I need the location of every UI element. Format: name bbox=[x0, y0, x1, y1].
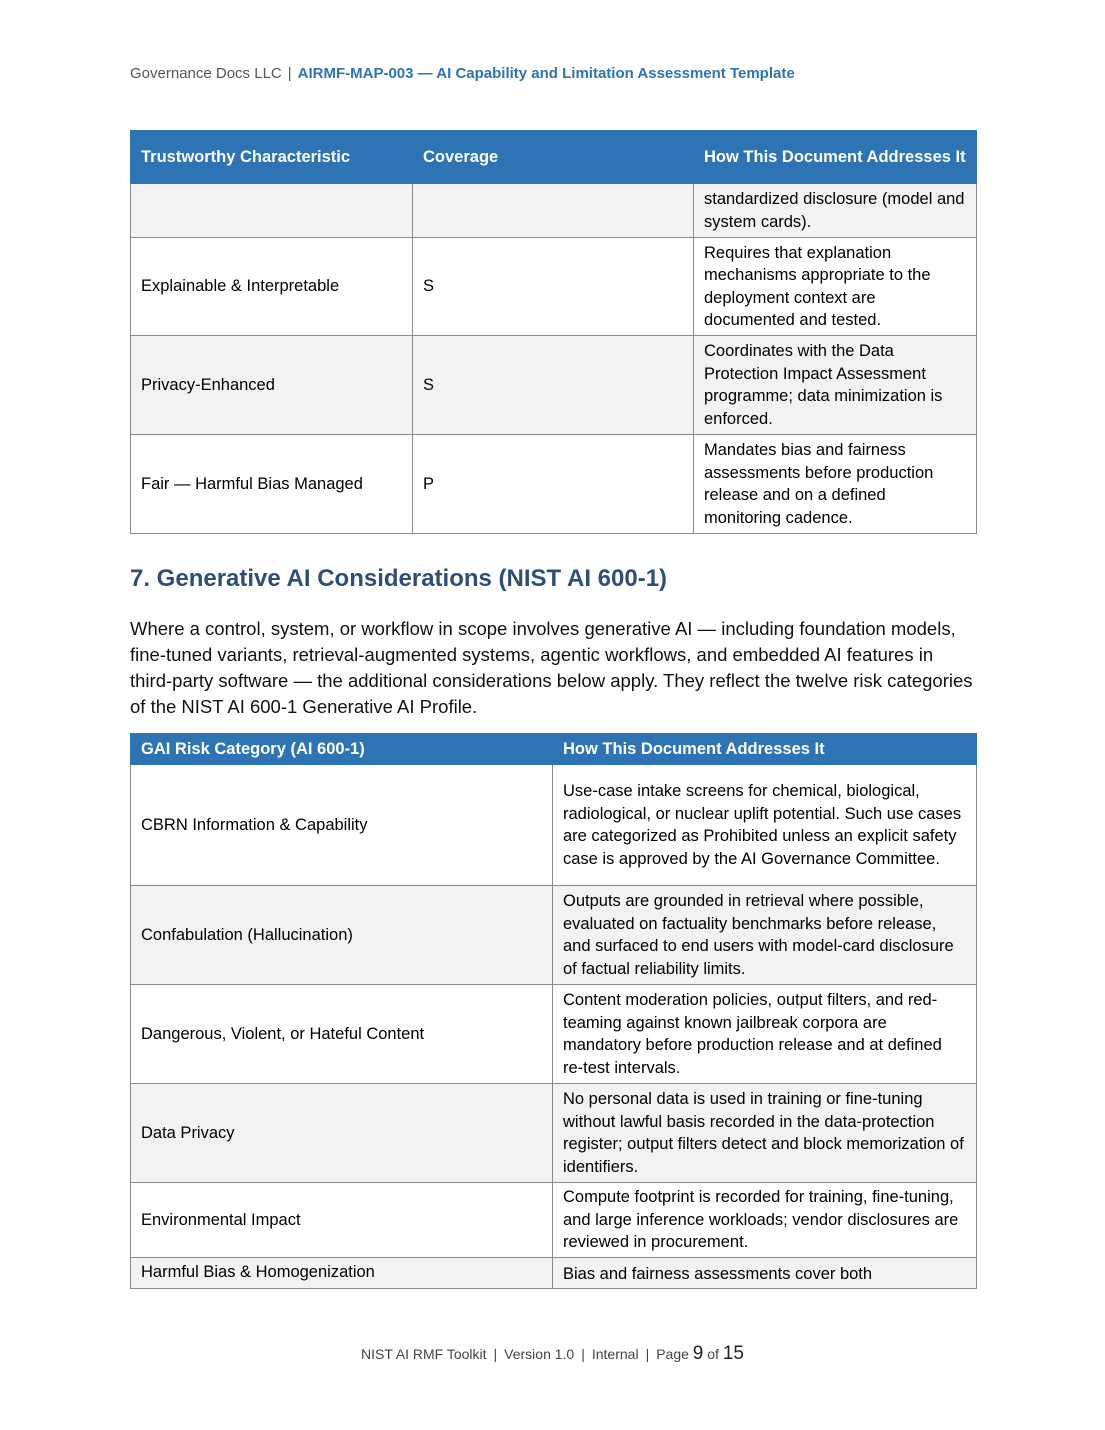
how-cell: Bias and fairness assessments cover both bbox=[553, 1258, 977, 1289]
section-title: 7. Generative AI Considerations (NIST AI 600-1) bbox=[130, 565, 668, 592]
page-footer bbox=[0, 1343, 1105, 1365]
table-row bbox=[131, 238, 977, 336]
table-row bbox=[131, 435, 977, 534]
how-cell: Coordinates with the Data Protection Impact Assessment programme; data minimization is enforced. bbox=[694, 336, 977, 435]
category-cell: Dangerous, Violent, or Hateful Content bbox=[131, 985, 553, 1084]
table-row bbox=[131, 765, 977, 886]
column-header: How This Document Addresses It bbox=[694, 131, 977, 184]
table-header-row bbox=[131, 734, 977, 765]
category-cell: Harmful Bias & Homogenization bbox=[131, 1258, 553, 1289]
column-header: Coverage bbox=[413, 131, 694, 184]
coverage-cell: P bbox=[413, 435, 694, 534]
how-cell: Compute footprint is recorded for training, fine-tuning, and large inference workloads; vendor disclosures are reviewed in procurement. bbox=[553, 1183, 977, 1258]
section-intro: Where a control, system, or workflow in scope involves generative AI — including foundation models, fine-tuned variants, retrieval-augmented systems, agentic workflows, and embedded AI features in third-party software — the additional considerations below apply. They reflect the twelve risk categories of the NIST AI 600-1 Generative AI Profile. bbox=[130, 618, 973, 717]
characteristic-cell: Fair — Harmful Bias Managed bbox=[131, 435, 413, 534]
column-header: GAI Risk Category (AI 600-1) bbox=[131, 734, 553, 765]
table-row bbox=[131, 1258, 977, 1289]
characteristic-cell bbox=[131, 184, 413, 238]
gai-risk-table bbox=[130, 733, 977, 1289]
category-cell: Environmental Impact bbox=[131, 1183, 553, 1258]
how-cell: standardized disclosure (model and system cards). bbox=[694, 184, 977, 238]
characteristic-cell: Explainable & Interpretable bbox=[131, 238, 413, 336]
coverage-cell: S bbox=[413, 336, 694, 435]
table-row bbox=[131, 985, 977, 1084]
how-cell: Outputs are grounded in retrieval where possible, evaluated on factuality benchmarks before release, and surfaced to end users with model-card disclosure of factual reliability limits. bbox=[553, 886, 977, 985]
trustworthy-characteristics-table bbox=[130, 130, 977, 534]
page-number: 9 bbox=[692, 1343, 704, 1364]
footer-separator: | bbox=[645, 1346, 650, 1362]
table-header-row bbox=[131, 131, 977, 184]
category-cell: Data Privacy bbox=[131, 1084, 553, 1183]
page-total: 15 bbox=[722, 1343, 744, 1364]
footer-toolkit: NIST AI RMF Toolkit bbox=[361, 1346, 487, 1362]
footer-separator: | bbox=[581, 1346, 585, 1362]
how-cell: Mandates bias and fairness assessments before production release and on a defined monitoring cadence. bbox=[694, 435, 977, 534]
document-title: AIRMF-MAP-003 — AI Capability and Limitation Assessment Template bbox=[297, 65, 795, 82]
header-separator: | bbox=[287, 65, 292, 82]
how-cell: Requires that explanation mechanisms appropriate to the deployment context are documented and tested. bbox=[694, 238, 977, 336]
category-cell: CBRN Information & Capability bbox=[131, 765, 553, 886]
how-cell: No personal data is used in training or fine-tuning without lawful basis recorded in the data-protection register; output filters detect and block memorization of identifiers. bbox=[553, 1084, 977, 1183]
table-row bbox=[131, 1084, 977, 1183]
table-row bbox=[131, 184, 977, 238]
category-cell: Confabulation (Hallucination) bbox=[131, 886, 553, 985]
footer-version: Version 1.0 bbox=[504, 1346, 575, 1362]
coverage-cell bbox=[413, 184, 694, 238]
how-cell: Use-case intake screens for chemical, biological, radiological, or nuclear uplift potential. Such use cases are categorized as Prohibited unless an explicit safety case is approved by the AI Governance Committee. bbox=[553, 765, 977, 886]
of-label: of bbox=[707, 1346, 719, 1362]
column-header: How This Document Addresses It bbox=[553, 734, 977, 765]
page-label: Page bbox=[656, 1346, 689, 1362]
table-row bbox=[131, 886, 977, 985]
footer-separator: | bbox=[493, 1346, 498, 1362]
how-cell: Content moderation policies, output filters, and red-teaming against known jailbreak corpora are mandatory before production release and at defined re-test intervals. bbox=[553, 985, 977, 1084]
table-row bbox=[131, 336, 977, 435]
characteristic-cell: Privacy-Enhanced bbox=[131, 336, 413, 435]
footer-classification: Internal bbox=[591, 1346, 639, 1362]
company-name: Governance Docs LLC bbox=[130, 65, 282, 82]
table-row bbox=[131, 1183, 977, 1258]
column-header: Trustworthy Characteristic bbox=[131, 131, 413, 184]
coverage-cell: S bbox=[413, 238, 694, 336]
page-header bbox=[130, 65, 795, 82]
